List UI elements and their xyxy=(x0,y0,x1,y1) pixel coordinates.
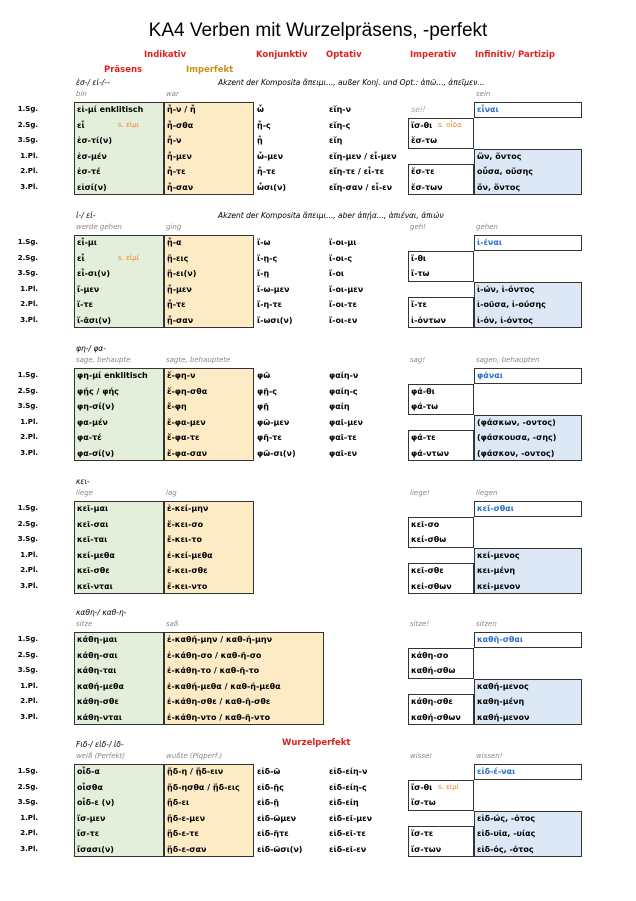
subjunctive-form: ᾖ xyxy=(257,136,263,145)
gloss-imperfect: saß xyxy=(166,620,179,628)
row-label: 2.Sg. xyxy=(17,253,38,262)
imperfect-form: ἔ-κει-ντο xyxy=(167,581,208,591)
gloss-imperfect: lag xyxy=(166,489,177,497)
row-label: 3.Sg. xyxy=(17,136,38,144)
present-form: εἶ xyxy=(77,120,85,130)
present-form: κεῖ-σαι xyxy=(77,519,109,529)
imperfect-form: ἐ-καθή-μεθα / καθ-ή-μεθα xyxy=(167,681,281,691)
subjunctive-form: ὦσι(ν) xyxy=(257,182,287,192)
row-label: 1.Sg. xyxy=(17,371,38,379)
gloss-infinitive: sagen, behaupten xyxy=(476,356,540,364)
imperfect-column-box xyxy=(164,235,254,328)
infinitive-form: καθῆ-σθαι xyxy=(477,635,524,644)
present-column-box xyxy=(74,368,164,461)
subjunctive-form: ἴ-ω xyxy=(257,238,271,247)
subjunctive-form: φῇ-ς xyxy=(257,386,278,396)
imperfect-form: ἔ-φα-σαν xyxy=(167,448,208,458)
imperfect-form: ᾖ-σαν xyxy=(167,315,194,325)
row-label: 1.Sg. xyxy=(17,635,38,643)
imperfect-form: ἐ-κάθη-σθε / καθ-ῆ-σθε xyxy=(167,697,271,706)
row-label: 2.Pl. xyxy=(20,167,38,175)
imperfect-form: ᾔδ-ει xyxy=(167,798,190,807)
optative-form: εἴη xyxy=(329,136,343,145)
row-label: 2.Sg. xyxy=(17,650,38,659)
imperative-form: ἴσ-τω xyxy=(411,798,436,807)
optative-form: φαῖ-μεν xyxy=(329,417,363,427)
imperfect-form: ἔ-κει-το xyxy=(167,535,202,544)
imperfect-form: ἔ-φα-τε xyxy=(167,433,200,442)
present-form: κεῖ-ται xyxy=(77,535,108,544)
infinitive-form: εἶναι xyxy=(477,105,499,114)
gloss-imperative: liege! xyxy=(410,489,430,497)
subjunctive-form: ἴ-ῃ xyxy=(257,269,270,278)
subjunctive-form: ᾖ-ς xyxy=(257,120,271,130)
header-infinitiv: Infinitiv/ Partizip xyxy=(475,50,555,60)
present-form: κεῖ-νται xyxy=(77,581,113,591)
subjunctive-form: ἴ-ω-μεν xyxy=(257,284,290,294)
participle-form: (φάσκουσα, -σης) xyxy=(477,433,557,442)
row-label: 1.Sg. xyxy=(17,504,38,512)
subjunctive-form: εἰδ-ῶσι(ν) xyxy=(257,844,303,854)
imperative-form: φά-τε xyxy=(411,433,436,442)
imperative-form: κεί-σθω xyxy=(411,535,447,544)
imperative-crossref: s. εἰμί xyxy=(438,782,460,791)
participle-form: κεί-μενος xyxy=(477,550,520,560)
present-form: εἶ-σι(ν) xyxy=(77,269,110,278)
present-form: ἐσ-μέν xyxy=(77,151,107,161)
participle-form: καθή-μενος xyxy=(477,681,529,691)
present-column-box xyxy=(74,764,164,857)
optative-form: εἴη-τε / εἶ-τε xyxy=(329,167,385,176)
imperative-form: ἔσ-τε xyxy=(411,167,435,176)
row-label: 1.Pl. xyxy=(20,284,38,293)
present-form: φα-σί(ν) xyxy=(77,448,115,458)
present-form: εἶ-μι xyxy=(77,238,97,247)
participle-form: ἰ-όν, ἰ-όντος xyxy=(477,315,533,325)
subjunctive-form: φῆ-τε xyxy=(257,433,282,442)
subjunctive-form: ὦ xyxy=(257,105,264,114)
gloss-infinitive: gehen xyxy=(476,223,498,231)
subjunctive-form: ἦ-τε xyxy=(257,167,276,176)
optative-form: φαίη-ς xyxy=(329,386,358,396)
present-form: ἐσ-τί(ν) xyxy=(77,136,112,145)
present-form: ἴσασι(ν) xyxy=(77,844,114,854)
header-imperativ: Imperativ xyxy=(410,50,457,60)
row-label: 3.Sg. xyxy=(17,535,38,543)
subjunctive-form: εἰδ-ῇς xyxy=(257,782,284,792)
gloss-present: sage, behaupte xyxy=(76,356,131,364)
present-form: κάθη-ται xyxy=(77,666,117,675)
optative-form: εἰδ-εῖ-εν xyxy=(329,844,367,854)
row-label: 1.Sg. xyxy=(17,105,38,113)
imperative-form: κάθη-σο xyxy=(411,650,449,660)
section-stem: Fιδ-/ εἰδ-/ ἰδ- xyxy=(76,740,124,749)
imperative-form: ἴ-θι xyxy=(411,253,427,263)
wurzelperfekt-label: Wurzelperfekt xyxy=(282,738,351,748)
imperfect-form: ᾔ-εις xyxy=(167,253,189,263)
imperative-crossref: s. οἶδα xyxy=(438,120,462,129)
imperfect-column-box xyxy=(164,764,254,857)
imperfect-form: ἔ-κει-σθε xyxy=(167,566,208,575)
optative-form: εἴη-μεν / εἶ-μεν xyxy=(329,151,397,161)
section-stem: φη-/ φα- xyxy=(76,344,106,353)
optative-form: ἴ-οι-μεν xyxy=(329,284,364,294)
optative-form: εἰδ-είη xyxy=(329,798,359,807)
optative-form: εἴη-ν xyxy=(329,105,352,114)
row-label: 3.Sg. xyxy=(17,798,38,806)
present-form: φῄς / φής xyxy=(77,386,119,396)
subjunctive-form: εἰδ-ῇ xyxy=(257,798,280,807)
header-konjunktiv: Konjunktiv xyxy=(256,50,308,60)
optative-form: ἴ-οι-μι xyxy=(329,238,357,247)
optative-form: ἴ-οι-εν xyxy=(329,315,358,325)
imperative-form: κεί-σθων xyxy=(411,581,452,591)
subjunctive-form: ἴ-ῃ-ς xyxy=(257,253,278,263)
imperative-form: ἴ-τε xyxy=(411,300,427,309)
imperfect-column-box xyxy=(164,368,254,461)
subjunctive-form: φῶ xyxy=(257,371,271,380)
subjunctive-form: εἰδ-ῶ xyxy=(257,767,281,776)
imperfect-form: ἦ-ν xyxy=(167,136,182,145)
page-title: KA4 Verben mit Wurzelpräsens, -perfekt xyxy=(148,20,488,41)
subjunctive-form: ὦ-μεν xyxy=(257,151,284,161)
present-form: κεῖ-μαι xyxy=(77,504,109,513)
present-crossref: s. εἰμι xyxy=(118,120,140,129)
present-form: καθή-μεθα xyxy=(77,681,125,691)
row-label: 3.Sg. xyxy=(17,666,38,674)
gloss-imperative: geh! xyxy=(410,223,426,231)
participle-form: (φάσκον, -οντος) xyxy=(477,448,555,458)
imperative-form: ἴσ-θι xyxy=(411,120,433,130)
imperative-hint: sei! xyxy=(411,105,426,114)
subjunctive-form: εἰδ-ῆτε xyxy=(257,829,289,838)
present-column-box xyxy=(74,632,164,725)
present-form: φα-τέ xyxy=(77,433,102,442)
imperfect-form: ἐ-κάθη-ντο / καθ-ῆ-ντο xyxy=(167,712,271,722)
participle-form: καθή-μενον xyxy=(477,712,530,722)
imperfect-form: ἐ-κάθη-το / καθ-ῆ-το xyxy=(167,666,260,675)
header-praesens: Präsens xyxy=(104,65,143,75)
row-label: 3.Pl. xyxy=(20,182,38,191)
imperfect-form: ἐ-κάθη-σο / καθ-ῆ-σο xyxy=(167,650,262,660)
optative-form: εἰδ-είη-ν xyxy=(329,767,368,776)
gloss-present: bin xyxy=(76,90,87,98)
imperfect-form: ᾖ-α xyxy=(167,238,182,247)
optative-form: ἴ-οι-ς xyxy=(329,253,353,263)
imperfect-form: ᾖ-μεν xyxy=(167,284,192,294)
present-form: ἴ-ᾱσι(ν) xyxy=(77,315,112,325)
present-form: ἴ-τε xyxy=(77,300,93,309)
section-stem: καθη-/ καθ-η- xyxy=(76,608,127,617)
imperfect-form: ᾔδ-η / ᾔδ-ειν xyxy=(167,767,224,776)
optative-form: εἴη-σαν / εἶ-εν xyxy=(329,182,393,192)
imperative-form: καθή-σθω xyxy=(411,666,456,675)
optative-form: εἰδ-είη-ς xyxy=(329,782,367,792)
imperfect-form: ἔ-φη xyxy=(167,402,187,411)
imperfect-form: ᾔ-ει(ν) xyxy=(167,269,197,278)
infinitive-form: κεῖ-σθαι xyxy=(477,504,514,513)
row-label: 1.Sg. xyxy=(17,238,38,246)
present-form: οἶδ-α xyxy=(77,767,100,776)
present-form: φα-μέν xyxy=(77,417,108,427)
present-form: κεί-μεθα xyxy=(77,550,115,560)
imperfect-form: ἦ-σθα xyxy=(167,120,194,130)
imperfect-form: ᾔδ-ε-μεν xyxy=(167,813,206,823)
row-label: 3.Pl. xyxy=(20,448,38,457)
row-label: 2.Pl. xyxy=(20,300,38,308)
participle-form: ἰ-ών, ἰ-όντος xyxy=(477,284,535,294)
present-form: εἰσί(ν) xyxy=(77,182,107,192)
imperative-form: κάθη-σθε xyxy=(411,697,453,706)
subjunctive-form: φῶ-σι(ν) xyxy=(257,448,296,458)
row-label: 1.Pl. xyxy=(20,417,38,426)
present-form: φη-μί enklitisch xyxy=(77,371,148,380)
infinitive-form: φάναι xyxy=(477,371,503,380)
optative-form: ἴ-οι-τε xyxy=(329,300,357,309)
present-form: εἶ xyxy=(77,253,85,263)
optative-form: εἰδ-εῖ-μεν xyxy=(329,813,373,823)
optative-form: φαίη xyxy=(329,402,350,411)
present-form: εἰ-μί enklitisch xyxy=(77,105,144,114)
present-column-box xyxy=(74,501,164,594)
optative-form: φαῖ-εν xyxy=(329,448,358,458)
participle-form: (φάσκων, -οντος) xyxy=(477,417,556,427)
gloss-imperfect: wußte (Plqperf.) xyxy=(166,752,223,760)
imperfect-form: ᾖ-τε xyxy=(167,300,186,309)
gloss-infinitive: wissen! xyxy=(476,752,503,760)
row-label: 3.Pl. xyxy=(20,315,38,324)
present-form: κάθη-σθε xyxy=(77,697,119,706)
row-label: 1.Pl. xyxy=(20,681,38,690)
section-stem: ἐσ-/ εἰ-/-- xyxy=(76,78,110,87)
header-optativ: Optativ xyxy=(326,50,362,60)
row-label: 2.Sg. xyxy=(17,782,38,791)
gloss-infinitive: liegen xyxy=(476,489,498,497)
imperfect-form: ἐ-κεί-μην xyxy=(167,504,209,513)
imperfect-form: ᾔδ-ησθα / ᾔδ-εις xyxy=(167,782,240,792)
imperfect-form: ᾔδ-ε-σαν xyxy=(167,844,207,854)
optative-form: εἴη-ς xyxy=(329,120,351,130)
present-form: ἴ-μεν xyxy=(77,284,100,294)
participle-form: ἰ-οῦσα, ἰ-ούσης xyxy=(477,300,546,309)
row-label: 1.Pl. xyxy=(20,813,38,822)
imperfect-column-box xyxy=(164,102,254,195)
present-form: κάθη-μαι xyxy=(77,635,118,644)
participle-form: εἰδ-ός, -ότος xyxy=(477,844,534,854)
gloss-present: werde gehen xyxy=(76,223,122,231)
participle-form: ὤν, ὄντος xyxy=(477,151,522,161)
optative-form: εἰδ-εῖ-τε xyxy=(329,829,366,838)
present-form: κάθη-νται xyxy=(77,712,122,722)
optative-form: φαίη-ν xyxy=(329,371,359,380)
section-note: Akzent der Komposita ἄπειμι..., aber ἀπῄα..., ἀπιέναι, ἀπιών xyxy=(218,211,444,220)
imperfect-form: ἦ-τε xyxy=(167,167,186,176)
imperfect-form: ἔ-φη-ν xyxy=(167,371,196,380)
row-label: 3.Pl. xyxy=(20,581,38,590)
row-label: 3.Sg. xyxy=(17,269,38,277)
header-indikativ: Indikativ xyxy=(144,50,187,60)
imperative-form: φά-τω xyxy=(411,402,439,411)
gloss-imperative: sag! xyxy=(410,356,426,364)
imperfect-form: ἐ-καθή-μην / καθ-ή-μην xyxy=(167,635,273,644)
participle-form: εἰδ-υῖα, -υίας xyxy=(477,829,536,838)
imperative-form: κεῖ-σο xyxy=(411,519,440,529)
row-label: 3.Sg. xyxy=(17,402,38,410)
participle-form: καθη-μένη xyxy=(477,697,525,706)
imperfect-form: ἦ-μεν xyxy=(167,151,192,161)
infinitive-form: εἰδ-έ-ναι xyxy=(477,767,516,776)
present-form: οἶδ-ε (ν) xyxy=(77,798,115,807)
present-crossref: s. εἰμί xyxy=(118,253,140,262)
row-label: 2.Pl. xyxy=(20,697,38,705)
imperfect-form: ἦ-σαν xyxy=(167,182,194,192)
imperative-form: κεῖ-σθε xyxy=(411,566,444,575)
row-label: 2.Pl. xyxy=(20,433,38,441)
imperative-form: ἴσ-θι xyxy=(411,782,433,792)
imperative-form: φά-ντων xyxy=(411,448,450,458)
imperfect-form: ἦ-ν / ἦ xyxy=(167,105,196,114)
row-label: 1.Pl. xyxy=(20,550,38,559)
subjunctive-form: ἴ-ωσι(ν) xyxy=(257,315,293,325)
row-label: 2.Sg. xyxy=(17,120,38,129)
gloss-imperative: wisse! xyxy=(410,752,433,760)
gloss-present: weiß (Perfekt) xyxy=(76,752,126,760)
present-form: ἐσ-τέ xyxy=(77,167,101,176)
gloss-imperfect: sagte, behauptete xyxy=(166,356,231,364)
present-column-box xyxy=(74,102,164,195)
imperfect-column-box xyxy=(164,501,254,594)
row-label: 1.Pl. xyxy=(20,151,38,160)
imperfect-form: ἔ-φη-σθα xyxy=(167,386,208,396)
present-form: κεῖ-σθε xyxy=(77,566,110,575)
participle-form: εἰδ-ώς, -ότος xyxy=(477,813,536,823)
imperfect-form: ᾔδ-ε-τε xyxy=(167,829,199,838)
subjunctive-form: εἰδ-ῶμεν xyxy=(257,813,297,823)
row-label: 2.Pl. xyxy=(20,829,38,837)
imperative-form: ἰ-όντων xyxy=(411,315,446,325)
imperative-form: ἴσ-τε xyxy=(411,829,434,838)
gloss-imperative: sitze! xyxy=(410,620,430,628)
present-column-box xyxy=(74,235,164,328)
row-label: 3.Pl. xyxy=(20,844,38,853)
imperative-form: ἔσ-των xyxy=(411,182,443,192)
present-form: οἶσθα xyxy=(77,782,103,792)
row-label: 3.Pl. xyxy=(20,712,38,721)
participle-form: ὄν, ὄντος xyxy=(477,182,521,192)
subjunctive-form: φῇ xyxy=(257,402,269,411)
present-form: ἴσ-μεν xyxy=(77,813,106,823)
imperfect-form: ἔ-φα-μεν xyxy=(167,417,206,427)
imperative-form: καθή-σθων xyxy=(411,712,461,722)
imperative-form: ἴ-τω xyxy=(411,269,430,278)
row-label: 1.Sg. xyxy=(17,767,38,775)
row-label: 2.Pl. xyxy=(20,566,38,574)
imperative-form: φά-θι xyxy=(411,386,435,396)
gloss-imperfect: war xyxy=(166,90,179,98)
imperfect-form: ἐ-κεί-μεθα xyxy=(167,550,213,560)
optative-form: ἴ-οι xyxy=(329,269,345,278)
row-label: 2.Sg. xyxy=(17,519,38,528)
present-form: φη-σί(ν) xyxy=(77,402,115,411)
section-stem: κει- xyxy=(76,477,90,486)
row-label: 2.Sg. xyxy=(17,386,38,395)
gloss-present: liege xyxy=(76,489,93,497)
gloss-imperfect: ging xyxy=(166,223,182,231)
gloss-infinitive: sitzen xyxy=(476,620,497,628)
imperfect-form: ἔ-κει-σο xyxy=(167,519,204,529)
participle-form: κει-μένη xyxy=(477,566,516,575)
gloss-present: sitze xyxy=(76,620,93,628)
present-form: κάθη-σαι xyxy=(77,650,118,660)
participle-form: κεί-μενον xyxy=(477,581,521,591)
subjunctive-form: φῶ-μεν xyxy=(257,417,290,427)
gloss-infinitive: sein xyxy=(476,90,491,98)
infinitive-form: ἰ-έναι xyxy=(477,238,502,247)
imperative-form: ἔσ-τω xyxy=(411,136,438,145)
imperfect-column-box xyxy=(164,632,324,725)
section-stem: ἰ-/ εἰ- xyxy=(76,211,96,220)
participle-form: οὖσα, οὔσης xyxy=(477,167,534,176)
header-imperfekt: Imperfekt xyxy=(186,65,234,75)
present-form: ἴσ-τε xyxy=(77,829,100,838)
imperative-form: ἴσ-των xyxy=(411,844,442,854)
section-note: Akzent der Komposita ἄπειμι..., außer Konj. und Opt.: ἀπῶ..., ἀπεῖμεν... xyxy=(218,78,485,87)
optative-form: φαῖ-τε xyxy=(329,433,357,442)
subjunctive-form: ἴ-η-τε xyxy=(257,300,283,309)
